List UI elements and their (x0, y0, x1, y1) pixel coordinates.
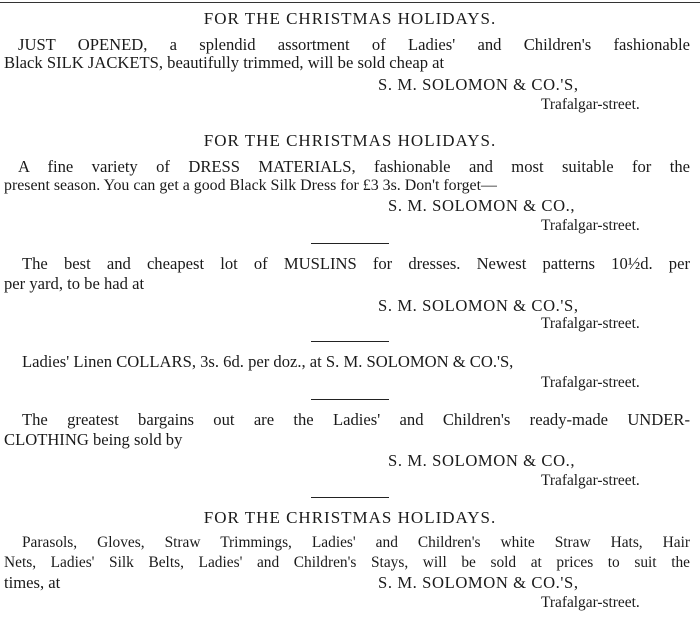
top-border-rule (0, 2, 700, 3)
ad-5-address: Trafalgar-street. (541, 472, 640, 489)
ad-2-heading: FOR THE CHRISTMAS HOLIDAYS. (203, 131, 497, 150)
ad-1-line-2: Black SILK JACKETS, beautifully trimmed, will be sold cheap at (4, 53, 445, 72)
ad-1-address: Trafalgar-street. (541, 96, 640, 113)
ad-6-line-1: Parasols, Gloves, Straw Trimmings, Ladies' and Children's white Straw Hats, Hair (22, 534, 690, 551)
ad-2-line-2: present season. You can get a good Black Silk Dress for £3 3s. Don't forget— (4, 177, 497, 194)
ad-2-line-1: A fine variety of DRESS MATERIALS, fashionable and most suitable for the (18, 157, 690, 176)
separator-rule-3 (311, 399, 389, 400)
ad-6-signature: S. M. SOLOMON & CO.'S, (378, 573, 579, 592)
ad-6-line-3: times, at (4, 573, 61, 592)
ad-3-line-1: The best and cheapest lot of MUSLINS for dresses. Newest patterns 10½d. per (22, 254, 690, 273)
ad-6-line-2: Nets, Ladies' Silk Belts, Ladies' and Children's Stays, will be sold at prices to suit the (4, 554, 690, 571)
ad-4-line-1: Ladies' Linen COLLARS, 3s. 6d. per doz., at S. M. SOLOMON & CO.'S, (22, 352, 514, 371)
separator-rule-2 (311, 341, 389, 342)
separator-rule-4 (311, 497, 389, 498)
ad-5-line-1: The greatest bargains out are the Ladies' and Children's ready-made UNDER- (22, 410, 690, 429)
separator-rule-1 (311, 243, 389, 244)
ad-4-address: Trafalgar-street. (541, 374, 640, 391)
ad-3-line-2: per yard, to be had at (4, 274, 145, 293)
ad-2-signature: S. M. SOLOMON & CO., (388, 196, 576, 215)
ad-3-signature: S. M. SOLOMON & CO.'S, (378, 296, 579, 315)
ad-1-heading: FOR THE CHRISTMAS HOLIDAYS. (203, 9, 497, 28)
ad-5-signature: S. M. SOLOMON & CO., (388, 451, 576, 470)
ad-1-signature: S. M. SOLOMON & CO.'S, (378, 75, 579, 94)
ad-6-address: Trafalgar-street. (541, 594, 640, 611)
ad-3-address: Trafalgar-street. (541, 315, 640, 332)
ad-6-heading: FOR THE CHRISTMAS HOLIDAYS. (203, 508, 497, 527)
ad-1-line-1: JUST OPENED, a splendid assortment of Ladies' and Children's fashionable (18, 35, 690, 54)
ad-5-line-2: CLOTHING being sold by (4, 430, 183, 449)
ad-2-address: Trafalgar-street. (541, 217, 640, 234)
